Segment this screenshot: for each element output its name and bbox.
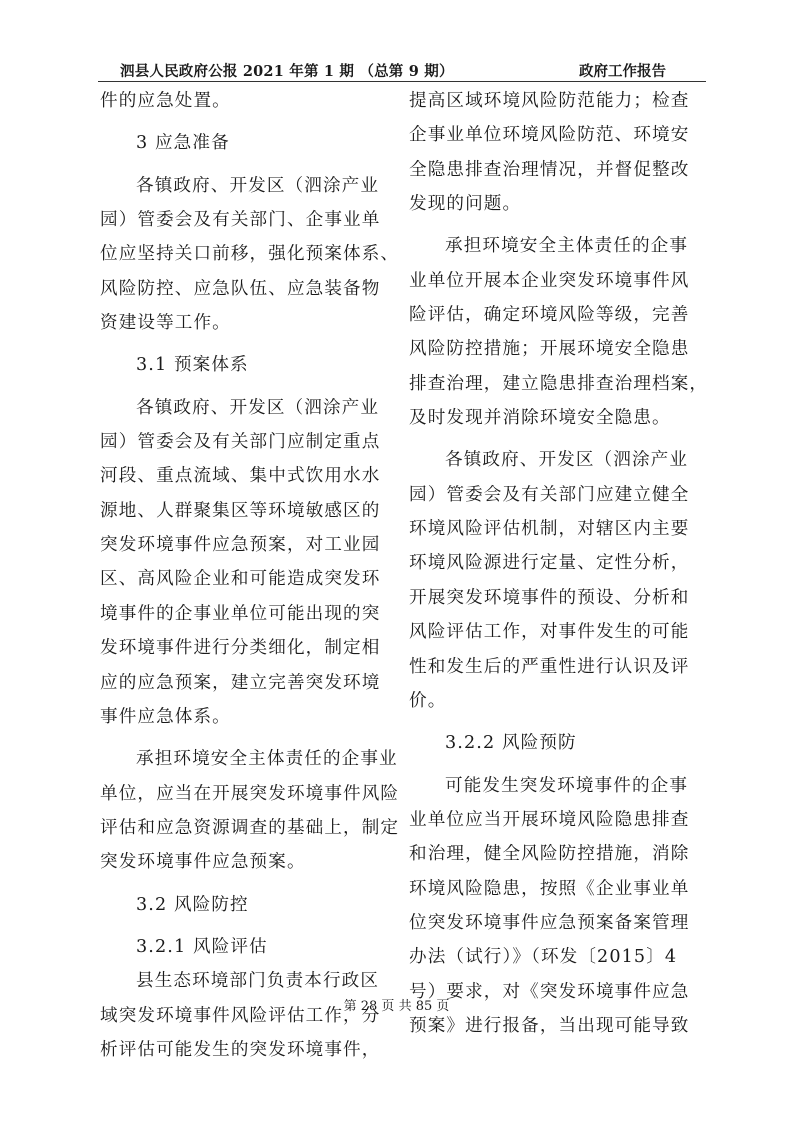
text-line: 突发环境事件应急预案。	[100, 852, 306, 873]
text-line: 区、高风险企业和可能造成突发环	[100, 569, 381, 590]
text-line: 风险评估工作，对事件发生的可能	[409, 622, 690, 643]
text-line: 园）管委会及有关部门应建立健全	[409, 484, 690, 505]
text-line: 办法（试行）》（环发〔2015〕4	[409, 947, 678, 968]
text-line: 源地、人群聚集区等环境敏感区的	[100, 500, 381, 521]
text-line: 应的应急预案，建立完善突发环境	[100, 672, 381, 693]
text-line: 事件应急体系。	[100, 706, 231, 727]
text-line: 3.1 预案体系	[136, 355, 249, 376]
text-line: 业单位开展本企业突发环境事件风	[409, 270, 690, 291]
text-line: 位应坚持关口前移，强化预案体系、	[100, 244, 400, 265]
text-line: 评估和应急资源调查的基础上，制定	[100, 817, 400, 838]
text-line: 风险防控、应急队伍、应急装备物	[100, 278, 381, 299]
text-line: 可能发生突发环境事件的企事	[445, 775, 689, 796]
text-line: 和治理，健全风险防控措施，消除	[409, 844, 690, 865]
text-line: 位突发环境事件应急预案备案管理	[409, 912, 690, 933]
text-line: 域突发环境事件风险评估工作，分	[100, 1005, 381, 1026]
text-line: 各镇政府、开发区（泗涂产业	[136, 175, 380, 196]
text-line: 析评估可能发生的突发环境事件，	[100, 1039, 381, 1060]
text-line: 承担环境安全主体责任的企事业	[136, 749, 398, 770]
text-line: 险评估，确定环境风险等级，完善	[409, 305, 690, 326]
text-line: 全隐患排查治理情况，并督促整改	[409, 159, 690, 180]
text-line: 件的应急处置。	[100, 91, 231, 111]
text-line: 3.2.1 风险评估	[136, 936, 268, 957]
page-number: 第 28 页 共 85 页	[343, 999, 450, 1014]
text-line: 业单位应当开展环境风险隐患排查	[409, 809, 690, 830]
text-line: 县生态环境部门负责本行政区	[136, 971, 380, 992]
text-line: 排查治理，建立隐患排查治理档案，	[409, 373, 709, 394]
text-line: 环境风险源进行定量、定性分析，	[409, 553, 690, 574]
text-line: 及时发现并消除环境安全隐患。	[409, 408, 671, 429]
text-line: 3.2.2 风险预防	[445, 733, 577, 754]
text-line: 环境风险评估机制，对辖区内主要	[409, 519, 690, 540]
right-text-column	[409, 84, 712, 1043]
page-header	[98, 58, 706, 82]
text-line: 提高区域环境风险防范能力；检查	[409, 91, 690, 111]
text-line: 突发环境事件应急预案，对工业园	[100, 535, 381, 556]
text-line: 风险防控措施；开展环境安全隐患	[409, 339, 690, 360]
text-line: 3.2 风险防控	[136, 894, 249, 915]
text-line: 园）管委会及有关部门、企事业单	[100, 210, 381, 231]
text-line: 发现的问题。	[409, 194, 522, 215]
text-line: 性和发生后的严重性进行认识及评	[409, 656, 690, 677]
text-line: 各镇政府、开发区（泗涂产业	[445, 450, 689, 471]
text-line: 环境风险隐患，按照《企业事业单	[409, 878, 690, 899]
section-title: 政府工作报告	[579, 63, 666, 80]
text-line: 企事业单位环境风险防范、环境安	[409, 125, 690, 146]
publication-title: 泗县人民政府公报 2021 年第 1 期 （总第 9 期）	[120, 63, 454, 80]
text-line: 号）要求，对《突发环境事件应急	[409, 981, 690, 1002]
text-line: 开展突发环境事件的预设、分析和	[409, 587, 690, 608]
text-line: 单位，应当在开展突发环境事件风险	[100, 783, 400, 804]
text-line: 园）管委会及有关部门应制定重点	[100, 432, 381, 453]
text-line: 承担环境安全主体责任的企事	[445, 236, 689, 257]
text-line: 各镇政府、开发区（泗涂产业	[136, 397, 380, 418]
text-line: 发环境事件进行分类细化，制定相	[100, 638, 381, 659]
text-line: 价。	[409, 690, 447, 711]
text-line: 河段、重点流域、集中式饮用水水	[100, 466, 381, 487]
text-line: 3 应急准备	[136, 133, 230, 154]
text-line: 预案》进行报备，当出现可能导致	[409, 1015, 690, 1036]
header-divider	[98, 81, 706, 82]
text-line: 资建设等工作。	[100, 313, 231, 334]
text-line: 境事件的企事业单位可能出现的突	[100, 603, 381, 624]
left-text-column	[100, 84, 403, 1067]
